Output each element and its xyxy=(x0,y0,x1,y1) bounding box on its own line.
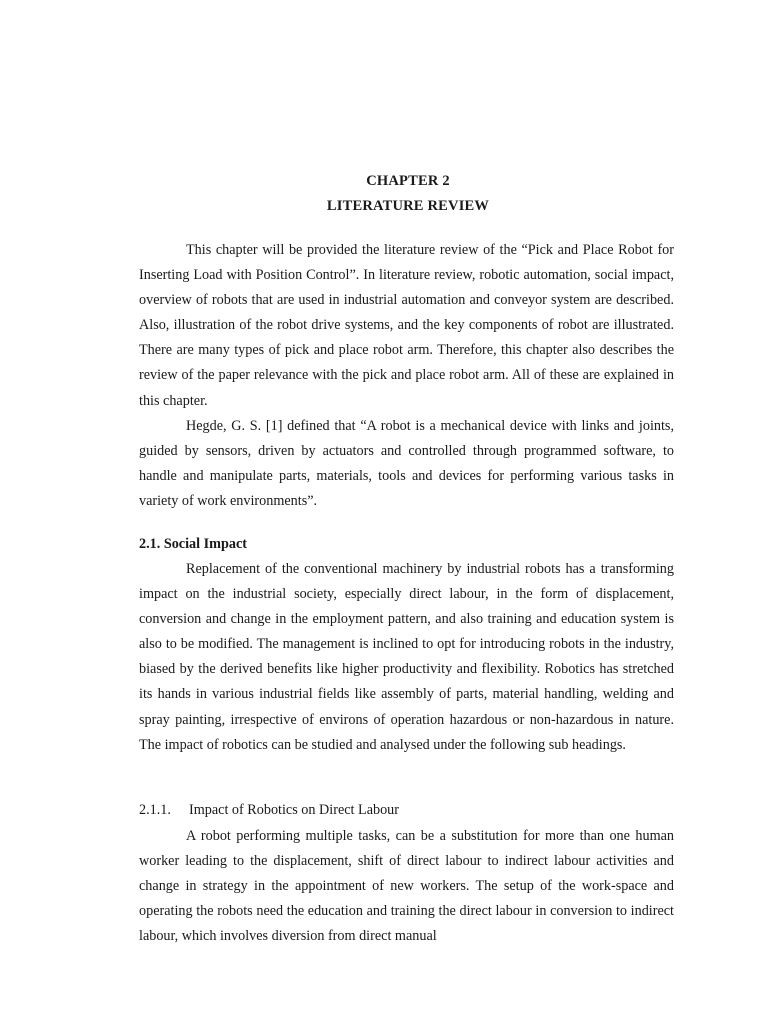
intro-section xyxy=(139,238,674,514)
subsection-heading-direct-labour xyxy=(139,800,399,820)
social-impact-paragraph: Replacement of the conventional machinery by industrial robots has a transforming impact on the industrial society, especially direct labour, in the form of displacement, conversion and change in the employment pattern, and also training and education system is also to be modified. The management is inclined to opt for introducing robots in the industry, biased by the derived benefits like higher productivity and flexibility. Robotics has stretched its hands in various industrial fields like assembly of parts, material handling, welding and spray painting, irrespective of environs of operation hazardous or non-hazardous in nature. The impact of robotics can be studied and analysed under the following sub headings. xyxy=(139,561,674,753)
subsection-number: 2.1.1. xyxy=(139,802,171,818)
intro-paragraph: This chapter will be provided the literature review of the “Pick and Place Robot for Inserting Load with Position Control”. In literature review, robotic automation, social impact, overview of robots that are used in industrial automation and conveyor system are described. Also, illustration of the robot drive systems, and the key components of robot are illustrated. There are many types of pick and place robot arm. Therefore, this chapter also describes the review of the paper relevance with the pick and place robot arm. All of these are explained in this chapter. xyxy=(139,242,674,409)
subsection-title: Impact of Robotics on Direct Labour xyxy=(189,802,399,818)
chapter-title: LITERATURE REVIEW xyxy=(326,198,490,214)
direct-labour-paragraph: A robot performing multiple tasks, can be a substitution for more than one human worker leading to the displacement, shift of direct labour to indirect labour activities and change in strategy in the appointment of new workers. The setup of the work-space and operating the robots need the education and training the direct labour in conversion to indirect labour, which involves diversion from direct manual xyxy=(139,828,674,945)
direct-labour-section xyxy=(139,824,674,949)
section-heading-social-impact: 2.1. Social Impact xyxy=(139,536,247,552)
social-impact-section xyxy=(139,557,674,758)
chapter-number: CHAPTER 2 xyxy=(366,173,450,189)
definition-paragraph: Hegde, G. S. [1] defined that “A robot is a mechanical device with links and joints, guided by sensors, driven by actuators and controlled through programmed software, to handle and manipulate parts, materials, tools and devices for performing various tasks in variety of work environments”. xyxy=(139,417,674,509)
